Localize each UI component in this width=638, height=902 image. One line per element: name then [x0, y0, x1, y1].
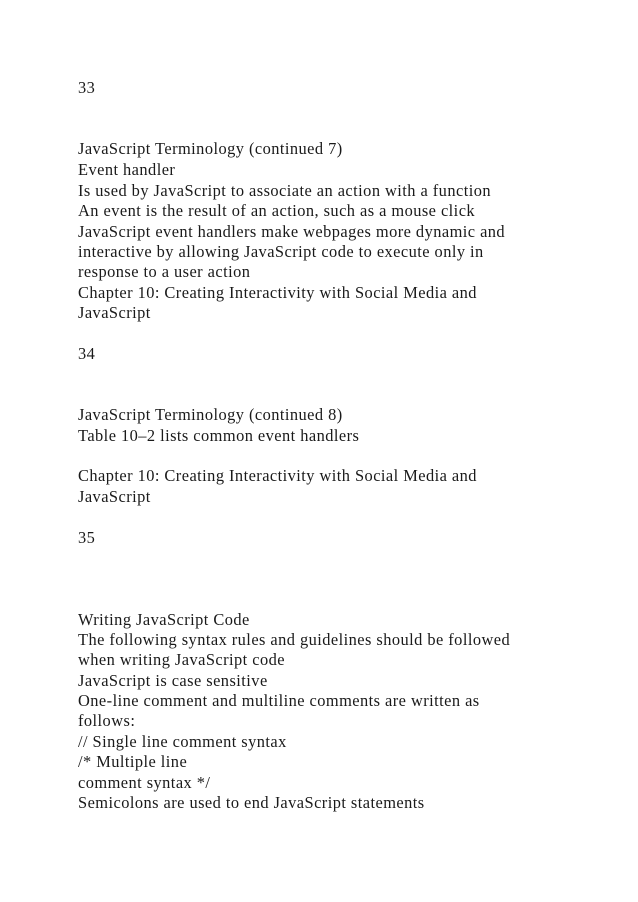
slide-34-line-1: Table 10–2 lists common event handlers: [78, 426, 360, 445]
slide-33-chapter-line-2: JavaScript: [78, 303, 151, 322]
slide-33-title: JavaScript Terminology (continued 7): [78, 139, 343, 158]
slide-33-line-6: response to a user action: [78, 262, 251, 281]
slide-33-line-3: An event is the result of an action, such as a mouse click: [78, 201, 476, 220]
slide-35-line-4: One-line comment and multiline comments are written as: [78, 691, 480, 710]
slide-34-chapter-line-2: JavaScript: [78, 487, 151, 506]
page-number-33: 33: [78, 78, 96, 97]
slide-33-line-4: JavaScript event handlers make webpages more dynamic and: [78, 222, 506, 241]
slide-35-code-line-1: // Single line comment syntax: [78, 732, 287, 751]
slide-33-chapter-line-1: Chapter 10: Creating Interactivity with Social Media and: [78, 283, 477, 302]
slide-35-title: Writing JavaScript Code: [78, 610, 250, 629]
slide-34-title: JavaScript Terminology (continued 8): [78, 405, 343, 424]
page-number-35: 35: [78, 528, 96, 547]
slide-33-line-2: Is used by JavaScript to associate an action with a function: [78, 181, 491, 200]
slide-33-line-1: Event handler: [78, 160, 176, 179]
slide-35-line-1: The following syntax rules and guidelines should be followed: [78, 630, 511, 649]
slide-35-line-3: JavaScript is case sensitive: [78, 671, 268, 690]
slide-35-code-line-3: comment syntax */: [78, 773, 211, 792]
slide-35-code-line-2: /* Multiple line: [78, 752, 188, 771]
slide-35-line-6: Semicolons are used to end JavaScript statements: [78, 793, 425, 812]
slide-33-line-5: interactive by allowing JavaScript code to execute only in: [78, 242, 484, 261]
page-number-34: 34: [78, 344, 96, 363]
slide-35-line-5: follows:: [78, 711, 136, 730]
slide-34-chapter-line-1: Chapter 10: Creating Interactivity with Social Media and: [78, 466, 477, 485]
slide-35-line-2: when writing JavaScript code: [78, 650, 285, 669]
